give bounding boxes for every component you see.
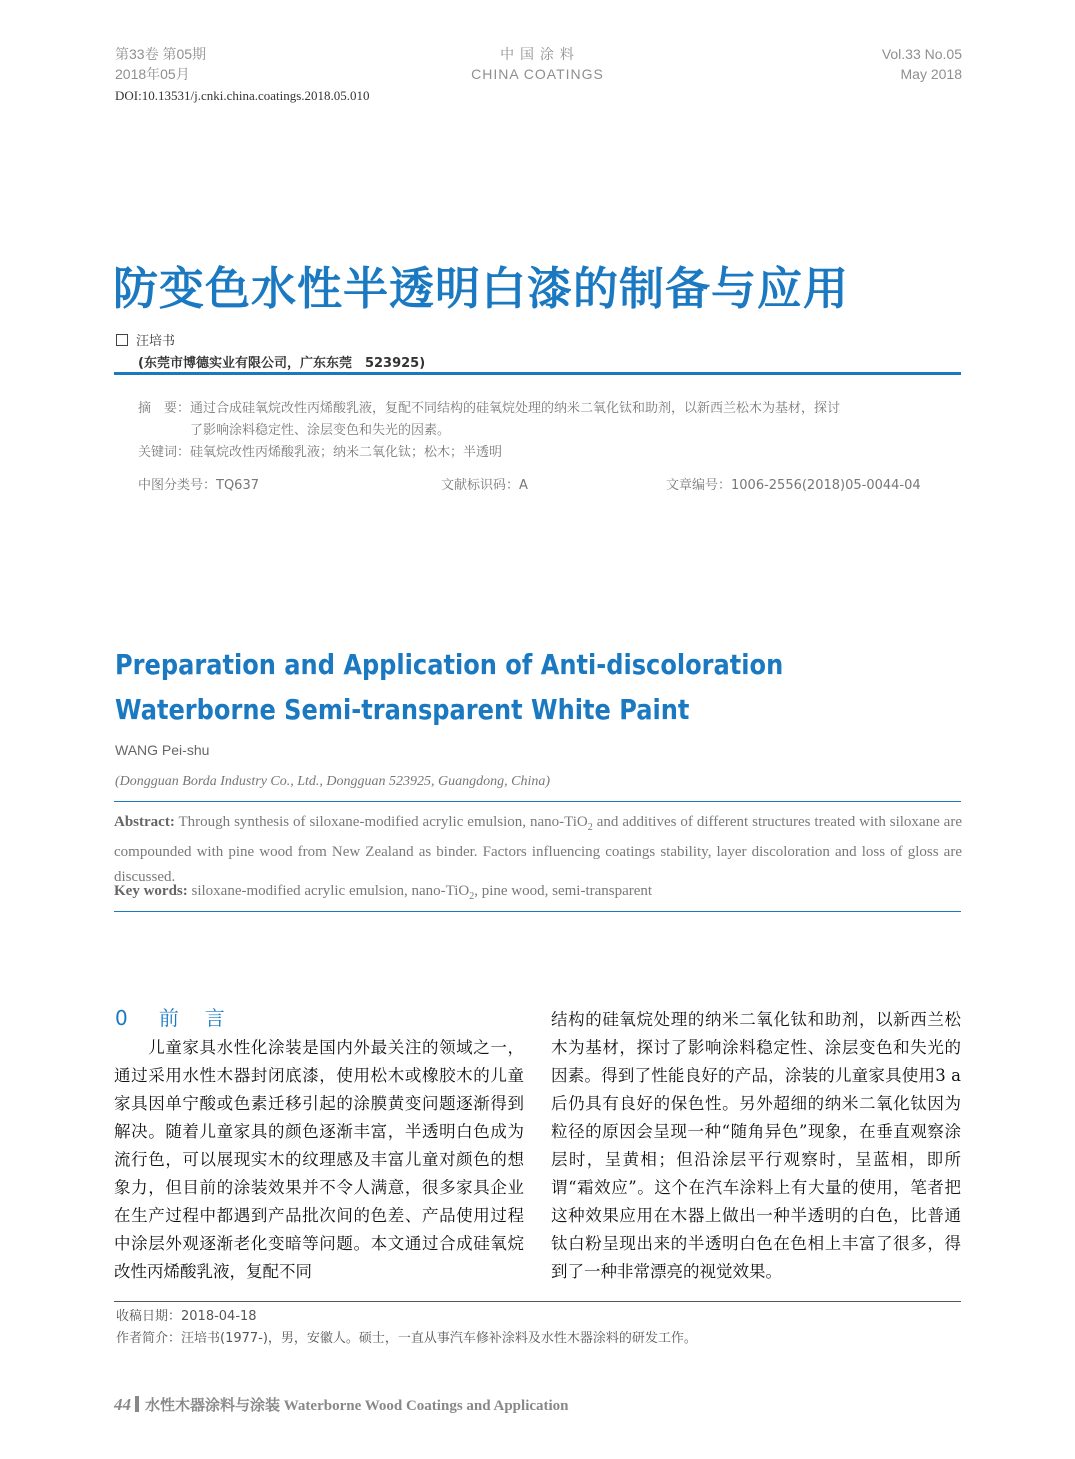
keywords-en-label: Key words:	[114, 883, 188, 899]
date-cn: 2018年05月	[115, 66, 190, 82]
author-cn: 汪培书	[136, 334, 176, 349]
volume-issue-cn: 第33卷 第05期	[115, 46, 207, 62]
section-number: 0	[115, 1006, 131, 1030]
abstract-en-top-rule	[114, 801, 961, 802]
abstract-cn-label: 摘 要：	[138, 401, 191, 416]
author-cn-line	[116, 330, 175, 349]
journal-name-en: CHINA COATINGS	[471, 66, 604, 82]
affiliation-cn: (东莞市博德实业有限公司，广东东莞 523925)	[138, 356, 426, 371]
body-paragraph-left: 儿童家具水性化涂装是国内外最关注的领域之一，通过采用水性木器封闭底漆，使用松木或橡胶木的儿童家具因单宁酸或色素迁移引起的涂膜黄变问题逐渐得到解决。随着儿童家具的颜色逐渐丰富，半透明白色成为流行色，可以展现实木的纹理感及丰富儿童对颜色的想象力，但目前的涂装效果并不令人满意，很多家具企业在生产过程中都遇到产品批次间的色差、产品使用过程中涂层外观逐渐老化变暗等问题。本文通过合成硅氧烷改性丙烯酸乳液，复配不同	[114, 1038, 524, 1281]
body-paragraph-right: 结构的硅氧烷处理的纳米二氧化钛和助剂，以新西兰松木为基材，探讨了影响涂料稳定性、涂层变色和失光的因素。得到了性能良好的产品，涂装的儿童家具使用3 a后仍具有良好的保色性。另外超细的纳米二氧化钛因为粒径的原因会呈现一种“随角异色”现象，在垂直观察涂层时，呈黄相；但沿涂层平行观察时，呈蓝相，即所谓“霜效应”。这个在汽车涂料上有大量的使用，笔者把这种效果应用在木器上做出一种半透明的白色，比普通钛白粉呈现出来的半透明白色在色相上丰富了很多，得到了一种非常漂亮的视觉效果。	[551, 1010, 961, 1281]
page-number: 44	[114, 1395, 131, 1414]
page-footer	[114, 1394, 569, 1415]
keywords-en: Key words: siloxane-modified acrylic emulsion, nano-TiO$_2$, pine wood, semi-transparent	[114, 883, 653, 902]
title-en-line2: Waterborne Semi-transparent White Paint	[115, 693, 690, 726]
footer-bar	[135, 1396, 139, 1412]
keywords-cn: 硅氧烷改性丙烯酸乳液；纳米二氧化钛；松木；半透明	[190, 445, 503, 460]
document-code: 文献标识码：A	[441, 478, 528, 493]
clc-number: 中图分类号：TQ637	[138, 478, 259, 493]
footnote-rule	[114, 1301, 961, 1302]
doi: DOI:10.13531/j.cnki.china.coatings.2018.05.010	[115, 88, 370, 103]
received-date: 收稿日期：2018-04-18	[116, 1309, 257, 1324]
title-cn: 防变色水性半透明白漆的制备与应用	[113, 262, 850, 315]
author-box-icon	[116, 334, 128, 346]
date-en: May 2018	[900, 66, 962, 82]
author-en: WANG Pei-shu	[115, 742, 210, 758]
column-title: 水性木器涂料与涂装 Waterborne Wood Coatings and Application	[145, 1398, 569, 1414]
affiliation-en: (Dongguan Borda Industry Co., Ltd., Dongguan 523925, Guangdong, China)	[115, 774, 551, 789]
abstract-cn-line2: 了影响涂料稳定性、涂层变色和失光的因素。	[190, 423, 451, 438]
author-bio: 作者简介：汪培书(1977-)，男，安徽人。硕士，一直从事汽车修补涂料及水性木器涂料的研发工作。	[116, 1331, 697, 1346]
abstract-en: Abstract: Through synthesis of siloxane-modified acrylic emulsion, nano-TiO$_2$ and additives of different structures treated with siloxane are compounded with pine wood from New Zealand as binder. Factors influencing coatings stability, layer discoloration and loss of gloss are discussed.	[114, 814, 962, 885]
volume-issue-en: Vol.33 No.05	[881, 46, 962, 62]
abstract-cn-line1: 通过合成硅氧烷改性丙烯酸乳液，复配不同结构的硅氧烷处理的纳米二氧化钛和助剂，以新西兰松木为基材，探讨	[190, 401, 841, 416]
abstract-en-label: Abstract:	[114, 814, 175, 830]
section-heading	[115, 1002, 228, 1031]
article-number: 文章编号：1006-2556(2018)05-0044-04	[666, 478, 921, 493]
abstract-en-bottom-rule	[114, 911, 961, 912]
body-column-left	[114, 1034, 524, 1286]
section-title: 前 言	[158, 1006, 228, 1030]
title-en-line1: Preparation and Application of Anti-discoloration	[115, 648, 784, 681]
keywords-cn-label: 关键词：	[138, 445, 191, 460]
abstract-cn	[138, 398, 938, 464]
journal-name-cn: 中 国 涂 料	[500, 46, 575, 62]
body-column-right	[551, 1006, 961, 1286]
title-divider	[114, 372, 961, 375]
running-header-right	[882, 44, 962, 84]
